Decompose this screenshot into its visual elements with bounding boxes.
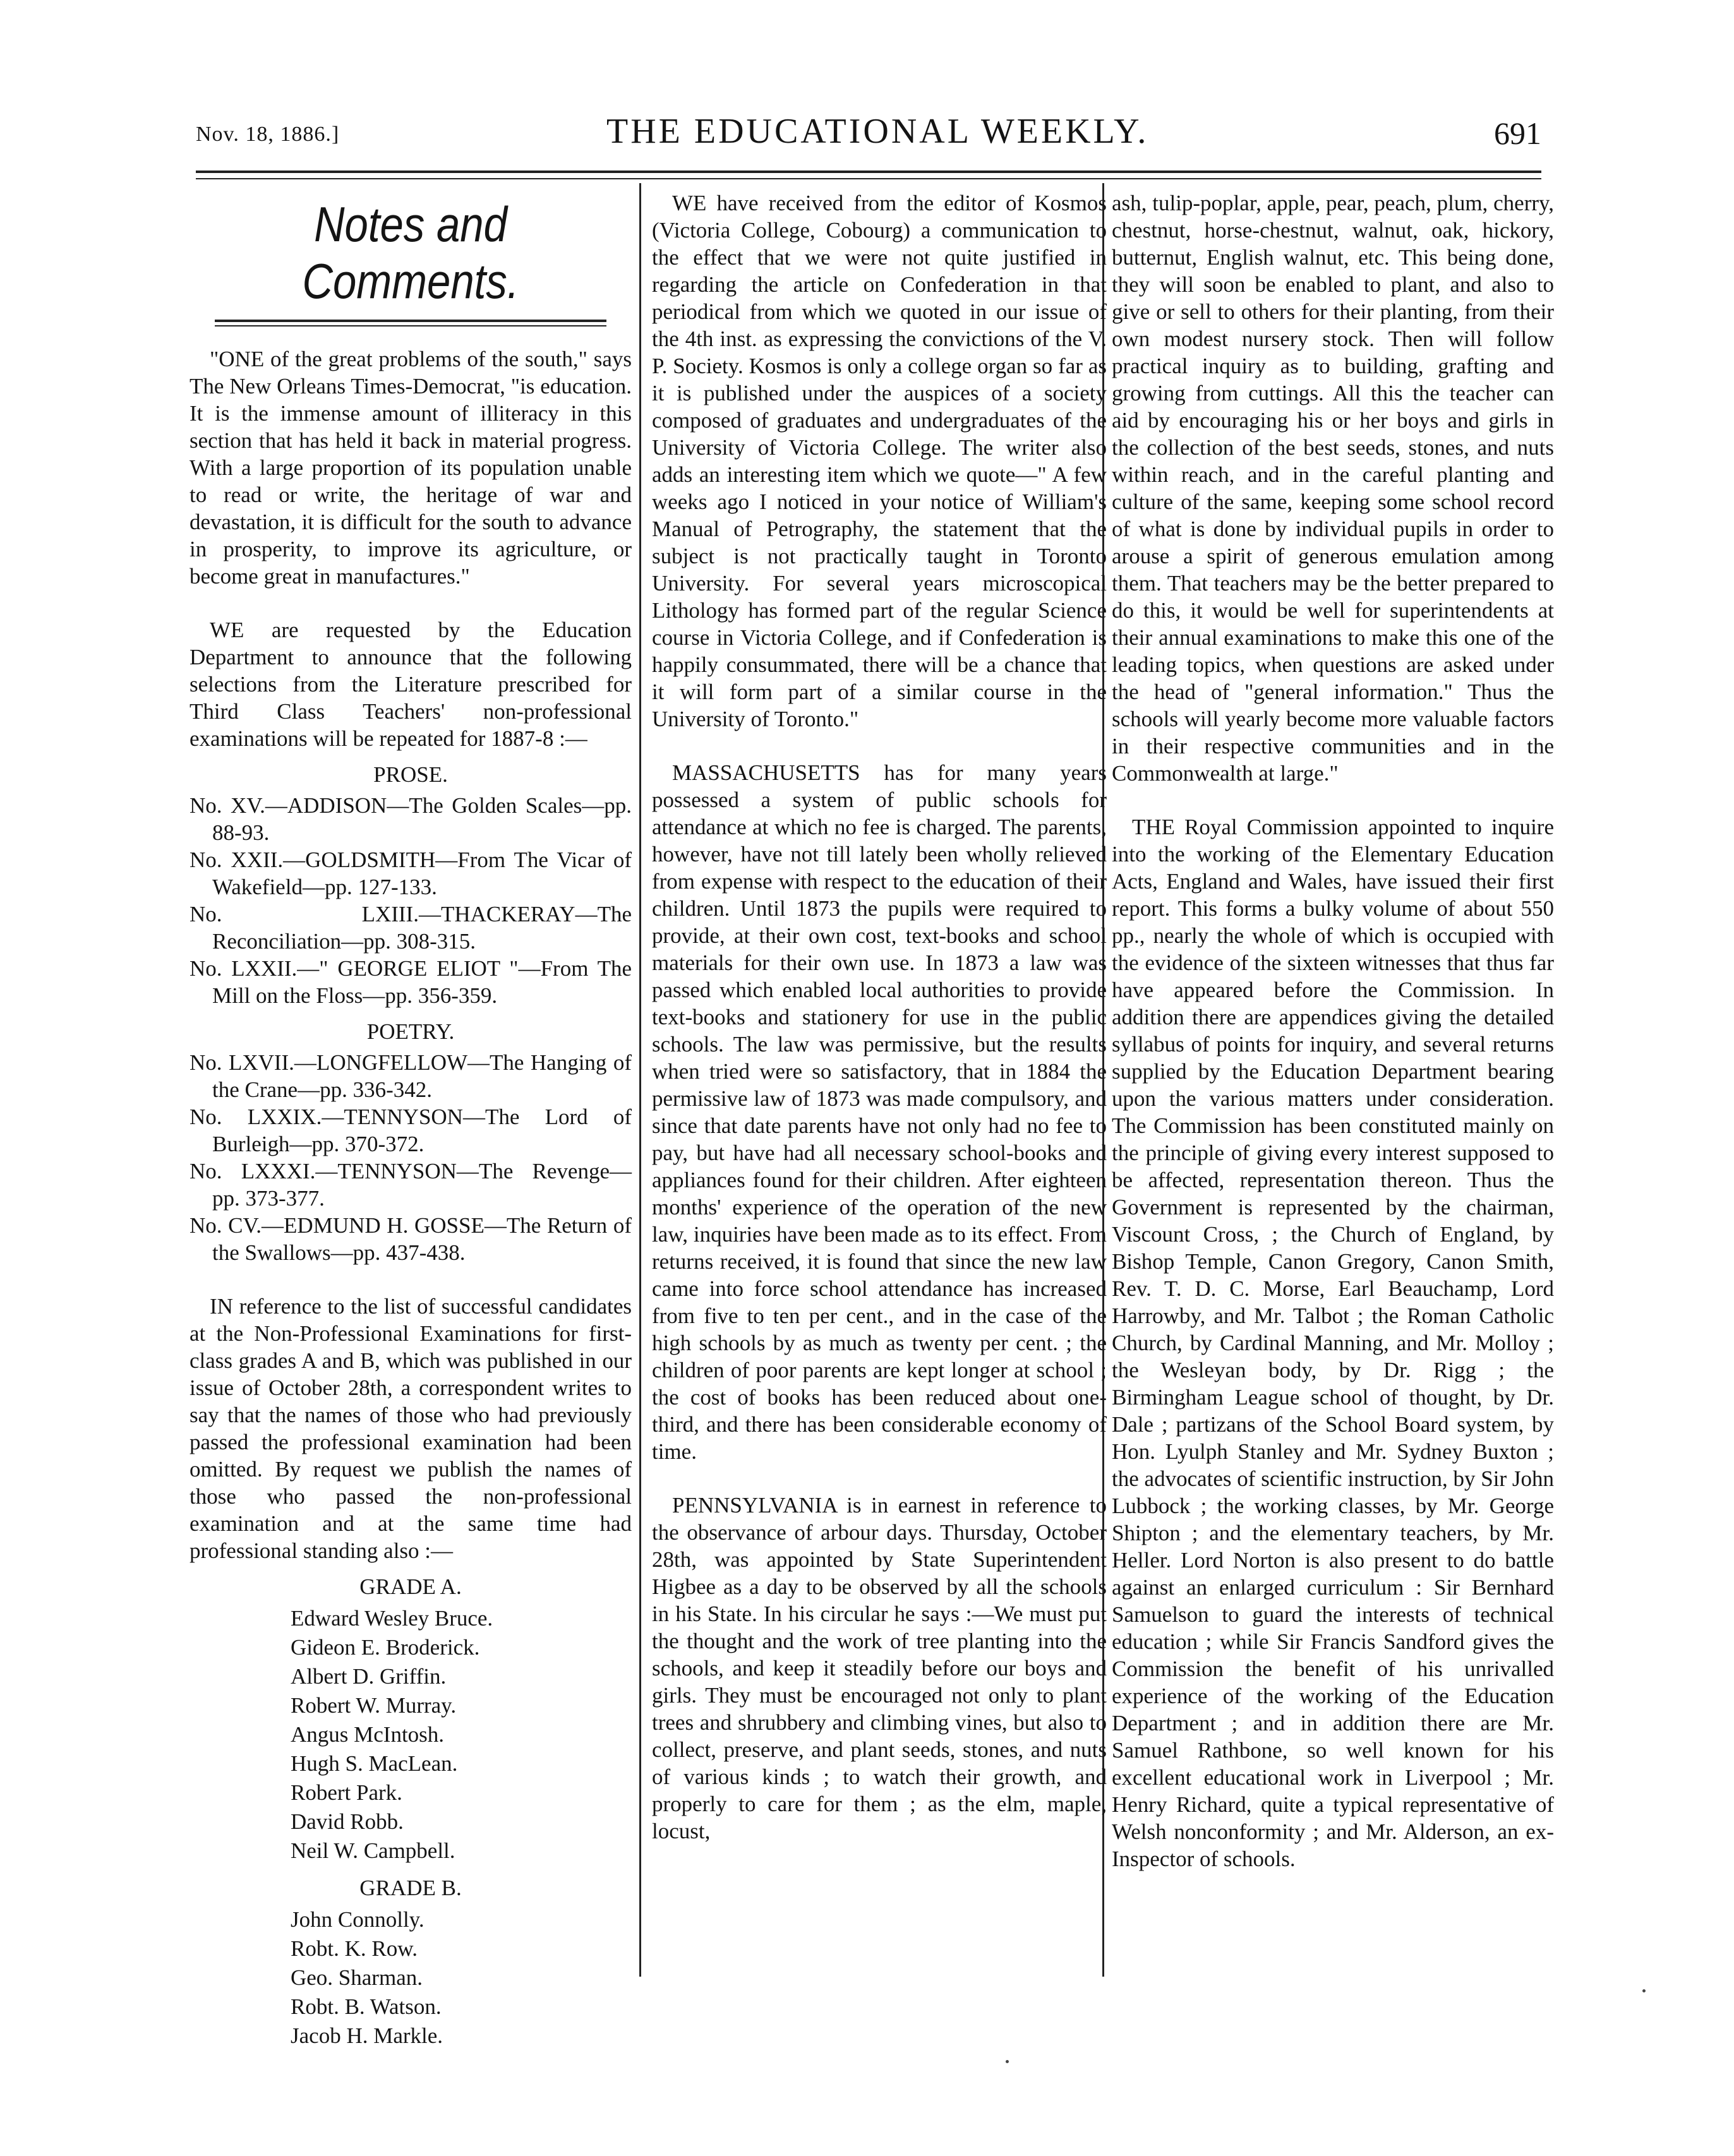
page-number: 691 [1494, 116, 1541, 151]
grade-a-name: Albert D. Griffin. [291, 1664, 447, 1689]
grade-b-name: Geo. Sharman. [291, 1965, 423, 1990]
page-header [196, 111, 1541, 155]
grade-b-name: Robt. K. Row. [291, 1936, 418, 1961]
paragraph-massachusetts: MASSACHUSETTS has for many years possessed a system of public schools for attendance at which no fee is charged. The parents, however, have not till lately been wholly relieved from expense with respect to the education of their children. Until 1873 the pupils were required to provide, at their own cost, text-books and school materials for their own use. In 1873 a law was passed which enabled local authorities to provide text-books and stationery for use in the public schools. The law was permissive, but the results when tried were so satisfactory, that in 1884 the permissive law of 1873 was made compulsory, and since that date parents have not only had no fee to pay, but have had all necessary school-books and appliances found for their children. After eighteen months' experience of the operation of the new law, inquiries have been made as to its effect. From returns received, it is found that since the new law came into force school attendance has increased from five to ten per cent., and in the case of the high schools by as much as twenty per cent. ; the children of poor parents are kept longer at school ; the cost of books has been reduced about one-third, and there has been considerable economy of time. [652, 760, 1107, 1464]
grade-b-name: Jacob H. Markle. [291, 2023, 443, 2048]
paragraph-arbour-day-continued: ash, tulip-poplar, apple, pear, peach, plum, cherry, chestnut, horse-chestnut, walnut, oak, hickory, butternut, English walnut, etc. This being done, they will soon be enabled to plant, and also to give or sell to others for their planting, from their own modest nursery stock. Then will follow practical inquiry as to building, grafting and growing from cuttings. All this the teacher can aid by encouraging his or her boys and girls in the collection of the best seeds, stones, and nuts within reach, and in the careful planting and culture of the same, keeping some school record of what is done by individual pupils in order to arouse a spirit of generous emulation among them. That teachers may be the better prepared to do this, it would be well for superintendents at their annual examinations to make this one of the leading topics, when questions are asked under the head of "general information." Thus the schools will yearly become more valuable factors in their respective communities and in the Commonwealth at large." [1112, 191, 1554, 786]
grade-a-name: Robert W. Murray. [291, 1693, 457, 1718]
paragraph-pennsylvania: PENNSYLVANIA is in earnest in reference to the observance of arbour days. Thursday, October 28th, was appointed by State Superintendent Higbee as a day to be observed by all the schools in his State. In his circular he says :—We must put the thought and the work of tree planting into the schools, and keep it steadily before our boys and girls. They must be encouraged not only to plant trees and shrubbery and climbing vines, but also to collect, preserve, and plant seeds, stones, and nuts of various kinds ; to watch their growth, and properly to care for them ; as the elm, maple, locust, [652, 1493, 1107, 1843]
paragraph-royal-commission: THE Royal Commission appointed to inquire into the working of the Elementary Education Acts, England and Wales, have issued their first report. This forms a bulky volume of about 550 pp., nearly the whole of which is occupied with the evidence of the sixteen witnesses that thus far have appeared before the Commission. In addition there are appendices giving the detailed syllabus of points for inquiry, and several returns supplied by the Education Department bearing upon the various matters under consideration. The Commission has been constituted mainly on the principle of giving every interest supposed to be affected, representation thereon. Thus the Government is represented by the chairman, Viscount Cross, ; the Church of England, by Bishop Temple, Canon Gregory, Canon Smith, Rev. T. D. C. Morse, Earl Beauchamp, Lord Harrowby, and Mr. Talbot ; the Roman Catholic Church, by Cardinal Manning, and Mr. Molloy ; the Wesleyan body, by Dr. Rigg ; the Birmingham League school of thought, by Dr. Dale ; partizans of the School Board system, by Hon. Lyulph Stanley and Mr. Sydney Buxton ; the advocates of scientific instruction, by Sir John Lubbock ; the working classes, by Mr. George Shipton ; and the elementary teachers, by Mr. Heller. Lord Norton is also present to do battle against an enlarged curriculum : Sir Bernhard Samuelson to guard the interests of technical education ; while Sir Francis Sandford gives the Commission the benefit of his unrivalled experience of the working of the Education Department ; and in addition there are Mr. Samuel Rathbone, so well known for his excellent educational work in Liverpool ; Mr. Henry Richard, quite a typical representative of Welsh nonconformity ; and Mr. Alderson, an ex-Inspector of schools. [1112, 815, 1554, 1871]
paragraph-literature-selections: WE are requested by the Education Department to announce that the following selections from the Literature prescribed for Third Class Teachers' non-professional examinations will be repeated for 1887-8 :— [190, 618, 632, 751]
grade-a-name: Edward Wesley Bruce. [291, 1606, 493, 1631]
grade-b-list [190, 1905, 632, 2051]
header-rule-thin [196, 178, 1541, 179]
grade-a-name: Gideon E. Broderick. [291, 1635, 480, 1660]
heading-rule [215, 320, 606, 326]
column-divider [639, 183, 641, 1977]
prose-entry: No. XV.—ADDISON—The Golden Scales—pp. 88-93. [190, 793, 632, 845]
poetry-list [190, 1049, 632, 1266]
section-heading: Notes and Comments. [302, 196, 519, 309]
prose-list [190, 792, 632, 1009]
grade-a-name: Hugh S. MacLean. [291, 1751, 458, 1776]
poetry-entry: No. CV.—EDMUND H. GOSSE—The Return of the Swallows—pp. 437-438. [190, 1213, 632, 1265]
prose-label: PROSE. [373, 762, 448, 787]
grade-a-label: GRADE A. [359, 1574, 462, 1599]
poetry-label: POETRY. [366, 1019, 455, 1044]
header-rule-thick [196, 171, 1541, 173]
paragraph-kosmos: WE have received from the editor of Kosmos (Victoria College, Cobourg) a communication to the effect that we were not quite justified in regarding the article on Confederation in that periodical from which we quoted in our issue of the 4th inst. as expressing the convictions of the V. P. Society. Kosmos is only a college organ so far as it is published under the auspices of a society composed of graduates and undergraduates of the University of Victoria College. The writer also adds an interesting item which we quote—" A few weeks ago I noticed in your notice of William's Manual of Petrography, the statement that the subject is not practically taught in Toronto University. For several years microscopical Lithology has formed part of the regular Science course in Victoria College, and if Confederation is happily consummated, there will be a chance that it will form part of a similar course in the University of Toronto." [652, 191, 1107, 731]
grade-a-name: David Robb. [291, 1809, 404, 1834]
grade-b-name: John Connolly. [291, 1907, 424, 1932]
paragraph-south-education: "ONE of the great problems of the south," says The New Orleans Times-Democrat, "is education. It is the immense amount of illiteracy in this section that has held it back in material progress. With a large proportion of its population unable to read or write, the heritage of war and devastation, it is difficult for the south to advance in prosperity, to improve its agriculture, or become great in manufactures." [190, 347, 632, 589]
grade-a-list [190, 1604, 632, 1866]
prose-entry: No. LXXII.—" GEORGE ELIOT "—From The Mill on the Floss—pp. 356-359. [190, 956, 632, 1008]
grade-b-label: GRADE B. [359, 1876, 462, 1900]
prose-entry: No. LXIII.—THACKERAY—The Reconciliation—pp. 308-315. [190, 902, 632, 954]
journal-title: THE EDUCATIONAL WEEKLY. [606, 112, 1149, 151]
paragraph-successful-candidates: IN reference to the list of successful candidates at the Non-Professional Examinations for first-class grades A and B, which was published in our issue of October 28th, a correspondent writes to say that the names of those who had previously passed the professional examination had been omitted. By request we publish the names of those who passed the non-professional examination and at the same time had professional standing also :— [190, 1294, 632, 1563]
grade-a-name: Neil W. Campbell. [291, 1838, 455, 1863]
grade-b-name: Robt. B. Watson. [291, 1994, 442, 2019]
poetry-entry: No. LXXXI.—TENNYSON—The Revenge—pp. 373-377. [190, 1159, 632, 1211]
column-three [1112, 189, 1554, 1872]
grade-a-name: Robert Park. [291, 1780, 402, 1805]
poetry-entry: No. LXVII.—LONGFELLOW—The Hanging of the Crane—pp. 336-342. [190, 1050, 632, 1102]
print-speck [1006, 2060, 1009, 2063]
issue-date: Nov. 18, 1886.] [196, 123, 340, 146]
column-two [652, 189, 1107, 1845]
poetry-entry: No. LXXIX.—TENNYSON—The Lord of Burleigh—pp. 370-372. [190, 1105, 632, 1156]
column-one [190, 189, 632, 2051]
print-speck [1642, 1989, 1646, 1992]
prose-entry: No. XXII.—GOLDSMITH—From The Vicar of Wakefield—pp. 127-133. [190, 847, 632, 899]
grade-a-name: Angus McIntosh. [291, 1722, 445, 1747]
